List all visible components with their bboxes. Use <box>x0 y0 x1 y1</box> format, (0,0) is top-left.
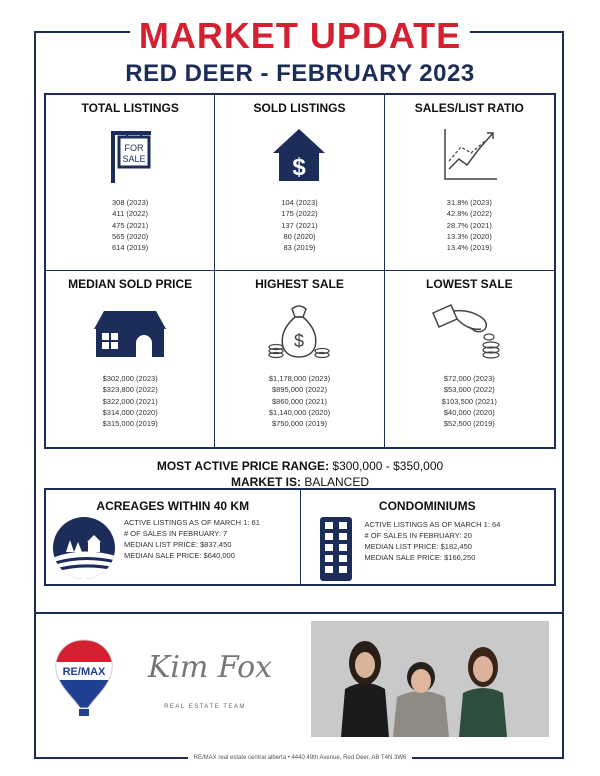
stat-value: $314,000 (2020) <box>102 407 158 417</box>
stat-value: 28.7% (2021) <box>446 220 492 230</box>
stat-value: 411 (2022) <box>112 209 149 219</box>
acreages-line: # OF SALES IN FEBRUARY: 7 <box>124 529 228 538</box>
page-title: MARKET UPDATE <box>130 12 470 60</box>
price-range-line <box>0 458 600 474</box>
stat-value: 565 (2020) <box>112 231 149 241</box>
market-status-value: BALANCED <box>304 475 370 489</box>
remax-balloon-logo <box>52 638 116 718</box>
stat-value: $1,178,000 (2023) <box>268 374 331 383</box>
stat-value: $860,000 (2021) <box>271 396 328 406</box>
house-dollar-icon <box>269 125 329 185</box>
stat-value: 308 (2023) <box>112 198 149 207</box>
stat-value: 614 (2019) <box>112 243 149 253</box>
acreages-line: MEDIAN LIST PRICE: $837,450 <box>124 540 232 549</box>
signature: Kim Fox <box>147 650 273 685</box>
acreages-section <box>46 490 301 584</box>
market-summary <box>0 458 600 490</box>
svg-text:$: $ <box>294 331 305 351</box>
stat-value: $53,000 (2022) <box>443 385 495 395</box>
hand-coin-icon <box>429 301 509 361</box>
money-bag-icon <box>267 301 331 361</box>
stat-cell-lowest-sale <box>385 271 554 447</box>
condo-line: # OF SALES IN FEBRUARY: 20 <box>364 531 472 540</box>
team-label: REAL ESTATE TEAM <box>164 704 246 710</box>
stat-value: 475 (2021) <box>112 220 149 230</box>
svg-text:$: $ <box>292 154 307 181</box>
stat-title: TOTAL LISTINGS <box>81 101 179 115</box>
stat-title: MEDIAN SOLD PRICE <box>68 277 193 291</box>
stat-title: SOLD LISTINGS <box>253 101 346 115</box>
acreages-line: ACTIVE LISTINGS AS OF MARCH 1: 61 <box>124 518 260 527</box>
stat-cell-highest-sale <box>215 271 384 447</box>
stat-title: LOWEST SALE <box>425 277 513 291</box>
svg-text:FOR: FOR <box>124 143 144 153</box>
team-photo <box>311 621 549 737</box>
stat-title: HIGHEST SALE <box>255 277 344 291</box>
stat-cell-total-listings <box>46 95 215 271</box>
stat-values <box>46 373 214 429</box>
stat-value: $315,000 (2019) <box>102 419 158 429</box>
acreages-title: ACREAGES WITHIN 40 KM <box>96 499 250 513</box>
condo-line: MEDIAN LIST PRICE: $182,450 <box>364 542 472 551</box>
acreages-details <box>124 517 260 561</box>
stat-value: $302,000 (2023) <box>102 374 158 383</box>
stat-cell-median-sold-price <box>46 271 215 447</box>
stat-value: $323,800 (2022) <box>102 385 158 395</box>
stat-value: 175 (2022) <box>281 209 318 219</box>
stat-title: SALES/LIST RATIO <box>414 101 524 115</box>
acreages-line: MEDIAN SALE PRICE: $640,000 <box>124 551 235 560</box>
stat-values <box>385 197 554 253</box>
remax-logo-text: RE/MAX <box>62 666 106 678</box>
stat-value: $750,000 (2019) <box>271 419 328 429</box>
condo-line: ACTIVE LISTINGS AS OF MARCH 1: 64 <box>364 520 501 529</box>
trend-chart-icon <box>439 125 499 185</box>
stat-values <box>215 373 383 429</box>
stat-value: $40,000 (2020) <box>443 407 495 417</box>
stat-value: 13.3% (2020) <box>446 231 492 241</box>
stat-value: 137 (2021) <box>281 220 318 230</box>
stat-value: $322,000 (2021) <box>102 396 158 406</box>
price-range-value: $300,000 - $350,000 <box>332 459 444 473</box>
stat-cell-sales-list-ratio <box>385 95 554 271</box>
stat-value: 80 (2020) <box>283 231 316 241</box>
page-subtitle: RED DEER - FEBRUARY 2023 <box>125 60 475 87</box>
section-divider <box>34 612 564 614</box>
condominiums-title: CONDOMINIUMS <box>378 499 476 513</box>
stat-value: 83 (2019) <box>283 243 316 253</box>
stat-value: 104 (2023) <box>281 198 318 207</box>
footer <box>0 755 600 761</box>
condo-building-icon <box>319 516 353 582</box>
svg-text:SALE: SALE <box>122 154 146 164</box>
condominiums-section <box>301 490 555 584</box>
house-icon <box>90 301 170 361</box>
stat-value: 31.8% (2023) <box>446 198 492 207</box>
stat-value: $72,000 (2023) <box>443 374 495 383</box>
stat-value: $895,000 (2022) <box>271 385 328 395</box>
stats-grid <box>44 93 556 449</box>
stat-value: $1,140,000 (2020) <box>268 407 331 417</box>
segment-panel <box>44 488 556 586</box>
stat-value: 13.4% (2019) <box>446 243 492 253</box>
stat-value: 42.8% (2022) <box>446 209 492 219</box>
stat-values <box>385 373 554 429</box>
footer-address: RE/MAX real estate central alberta • 4440 49th Avenue, Red Deer, AB T4N 3W6 <box>188 755 413 761</box>
stat-value: $103,500 (2021) <box>441 396 497 406</box>
price-range-label: MOST ACTIVE PRICE RANGE: <box>156 459 330 473</box>
farm-landscape-icon <box>52 516 116 580</box>
stat-values <box>46 197 214 253</box>
for-sale-sign-icon <box>100 125 160 185</box>
stat-values <box>215 197 383 253</box>
condo-line: MEDIAN SALE PRICE: $166,250 <box>364 553 476 562</box>
condominiums-details <box>365 519 501 563</box>
stat-cell-sold-listings <box>215 95 384 271</box>
stat-value: $52,500 (2019) <box>443 419 495 429</box>
market-status-label: MARKET IS: <box>230 475 301 489</box>
